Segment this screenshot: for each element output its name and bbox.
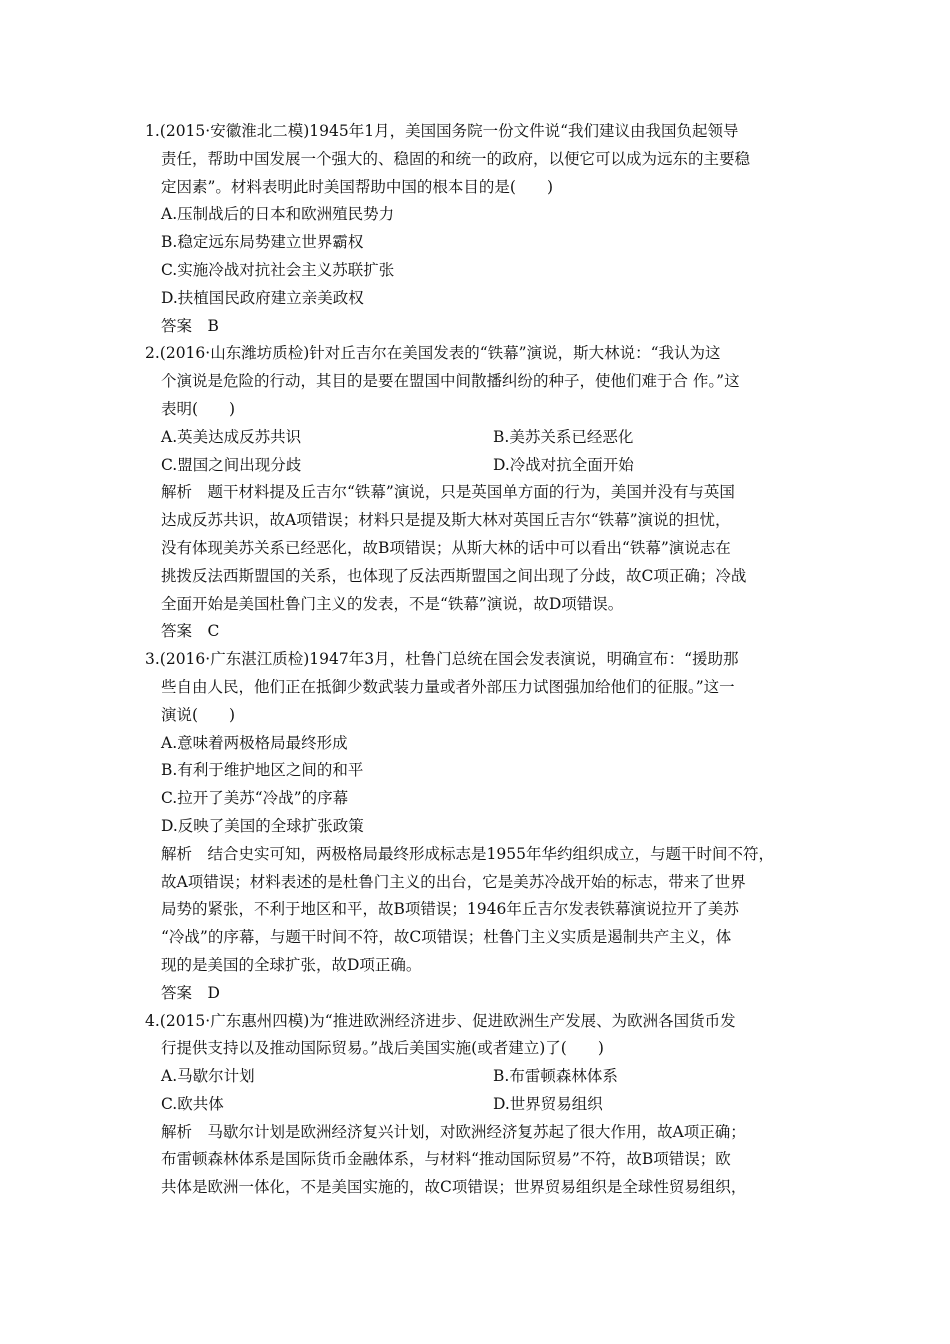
analysis-line: 解析 结合史实可知，两极格局最终形成标志是1955年华约组织成立，与题干时间不符， [161,844,774,863]
answer-line: 答案 B [161,316,219,335]
option-c: C.盟国之间出现分歧 [161,455,302,474]
question-stem-line: 行提供支持以及推动国际贸易。”战后美国实施(或者建立)了( ) [161,1039,604,1058]
question-list [145,118,825,1202]
question-stem-line: 定因素”。材料表明此时美国帮助中国的根本目的是( ) [161,177,554,196]
option-c: C.拉开了美苏“冷战”的序幕 [161,789,349,808]
analysis-line: 故A项错误；材料表述的是杜鲁门主义的出台，它是美苏冷战开始的标志，带来了世界 [161,872,746,891]
option-a: A.英美达成反苏共识 [161,427,302,446]
question-stem-line: 表明( ) [161,399,236,418]
question-stem-line: 演说( ) [161,705,236,724]
answer-line: 答案 C [161,622,220,641]
question-stem-line: 2.(2016·山东潍坊质检)针对丘吉尔在美国发表的“铁幕”演说，斯大林说：“我认为这 [145,344,721,363]
analysis-line: “冷战”的序幕，与题干时间不符，故C项错误；杜鲁门主义实质是遏制共产主义，体 [161,928,732,947]
analysis-line: 没有体现美苏关系已经恶化，故B项错误；从斯大林的话中可以看出“铁幕”演说志在 [161,538,731,557]
analysis-line: 布雷顿森林体系是国际货币金融体系，与材料“推动国际贸易”不符，故B项错误；欧 [161,1150,731,1169]
option-row [145,1063,825,1091]
analysis-line: 全面开始是美国杜鲁门主义的发表，不是“铁幕”演说，故D项错误。 [161,594,624,613]
question-stem-line: 1.(2015·安徽淮北二模)1945年1月，美国国务院一份文件说“我们建议由我国负起领导 [145,122,739,140]
question-stem-line: 责任，帮助中国发展一个强大的、稳固的和统一的政府，以便它可以成为远东的主要稳 [161,149,751,168]
option-b: B.布雷顿森林体系 [493,1067,618,1086]
option-d: D.冷战对抗全面开始 [493,455,634,474]
analysis-line: 达成反苏共识，故A项错误；材料只是提及斯大林对英国丘吉尔“铁幕”演说的担忧， [161,511,731,530]
option-row [145,452,825,480]
analysis-line: 现的是美国的全球扩张，故D项正确。 [161,955,422,974]
option-row [145,1091,825,1119]
option-d: D.反映了美国的全球扩张政策 [161,816,364,835]
option-a: A.压制战后的日本和欧洲殖民势力 [161,205,395,224]
question-stem-line: 个演说是危险的行动，其目的是要在盟国中间散播纠纷的种子，使他们难于合 作。”这 [161,372,740,391]
option-d: D.世界贸易组织 [493,1094,603,1113]
question-stem-line: 3.(2016·广东湛江质检)1947年3月，杜鲁门总统在国会发表演说，明确宣布：“援助那 [145,650,739,669]
option-row [145,424,825,452]
question-stem-line: 4.(2015·广东惠州四模)为“推进欧洲经济进步、促进欧洲生产发展、为欧洲各国货币发 [145,1011,736,1030]
question-4 [145,1008,825,1203]
option-b: B.有利于维护地区之间的和平 [161,761,364,780]
option-a: A.马歇尔计划 [161,1067,255,1086]
option-d: D.扶植国民政府建立亲美政权 [161,288,364,307]
question-1 [145,118,825,340]
analysis-line: 挑拨反法西斯盟国的关系，也体现了反法西斯盟国之间出现了分歧，故C项正确；冷战 [161,566,747,585]
option-b: B.美苏关系已经恶化 [493,427,634,446]
analysis-line: 解析 题干材料提及丘吉尔“铁幕”演说，只是英国单方面的行为，美国并没有与英国 [161,483,735,502]
analysis-line: 局势的紧张，不利于地区和平，故B项错误；1946年丘吉尔发表铁幕演说拉开了美苏 [161,900,739,919]
option-a: A.意味着两极格局最终形成 [161,733,348,752]
question-3 [145,646,825,1007]
option-b: B.稳定远东局势建立世界霸权 [161,233,364,252]
question-2 [145,340,825,646]
analysis-line: 解析 马歇尔计划是欧洲经济复兴计划，对欧洲经济复苏起了很大作用，故A项正确； [161,1122,746,1141]
option-c: C.欧共体 [161,1094,224,1113]
option-c: C.实施冷战对抗社会主义苏联扩张 [161,260,395,279]
analysis-line: 共体是欧洲一体化，不是美国实施的，故C项错误；世界贸易组织是全球性贸易组织， [161,1178,747,1197]
question-stem-line: 些自由人民，他们正在抵御少数武装力量或者外部压力试图强加给他们的征服。”这一 [161,677,735,696]
answer-line: 答案 D [161,983,220,1002]
